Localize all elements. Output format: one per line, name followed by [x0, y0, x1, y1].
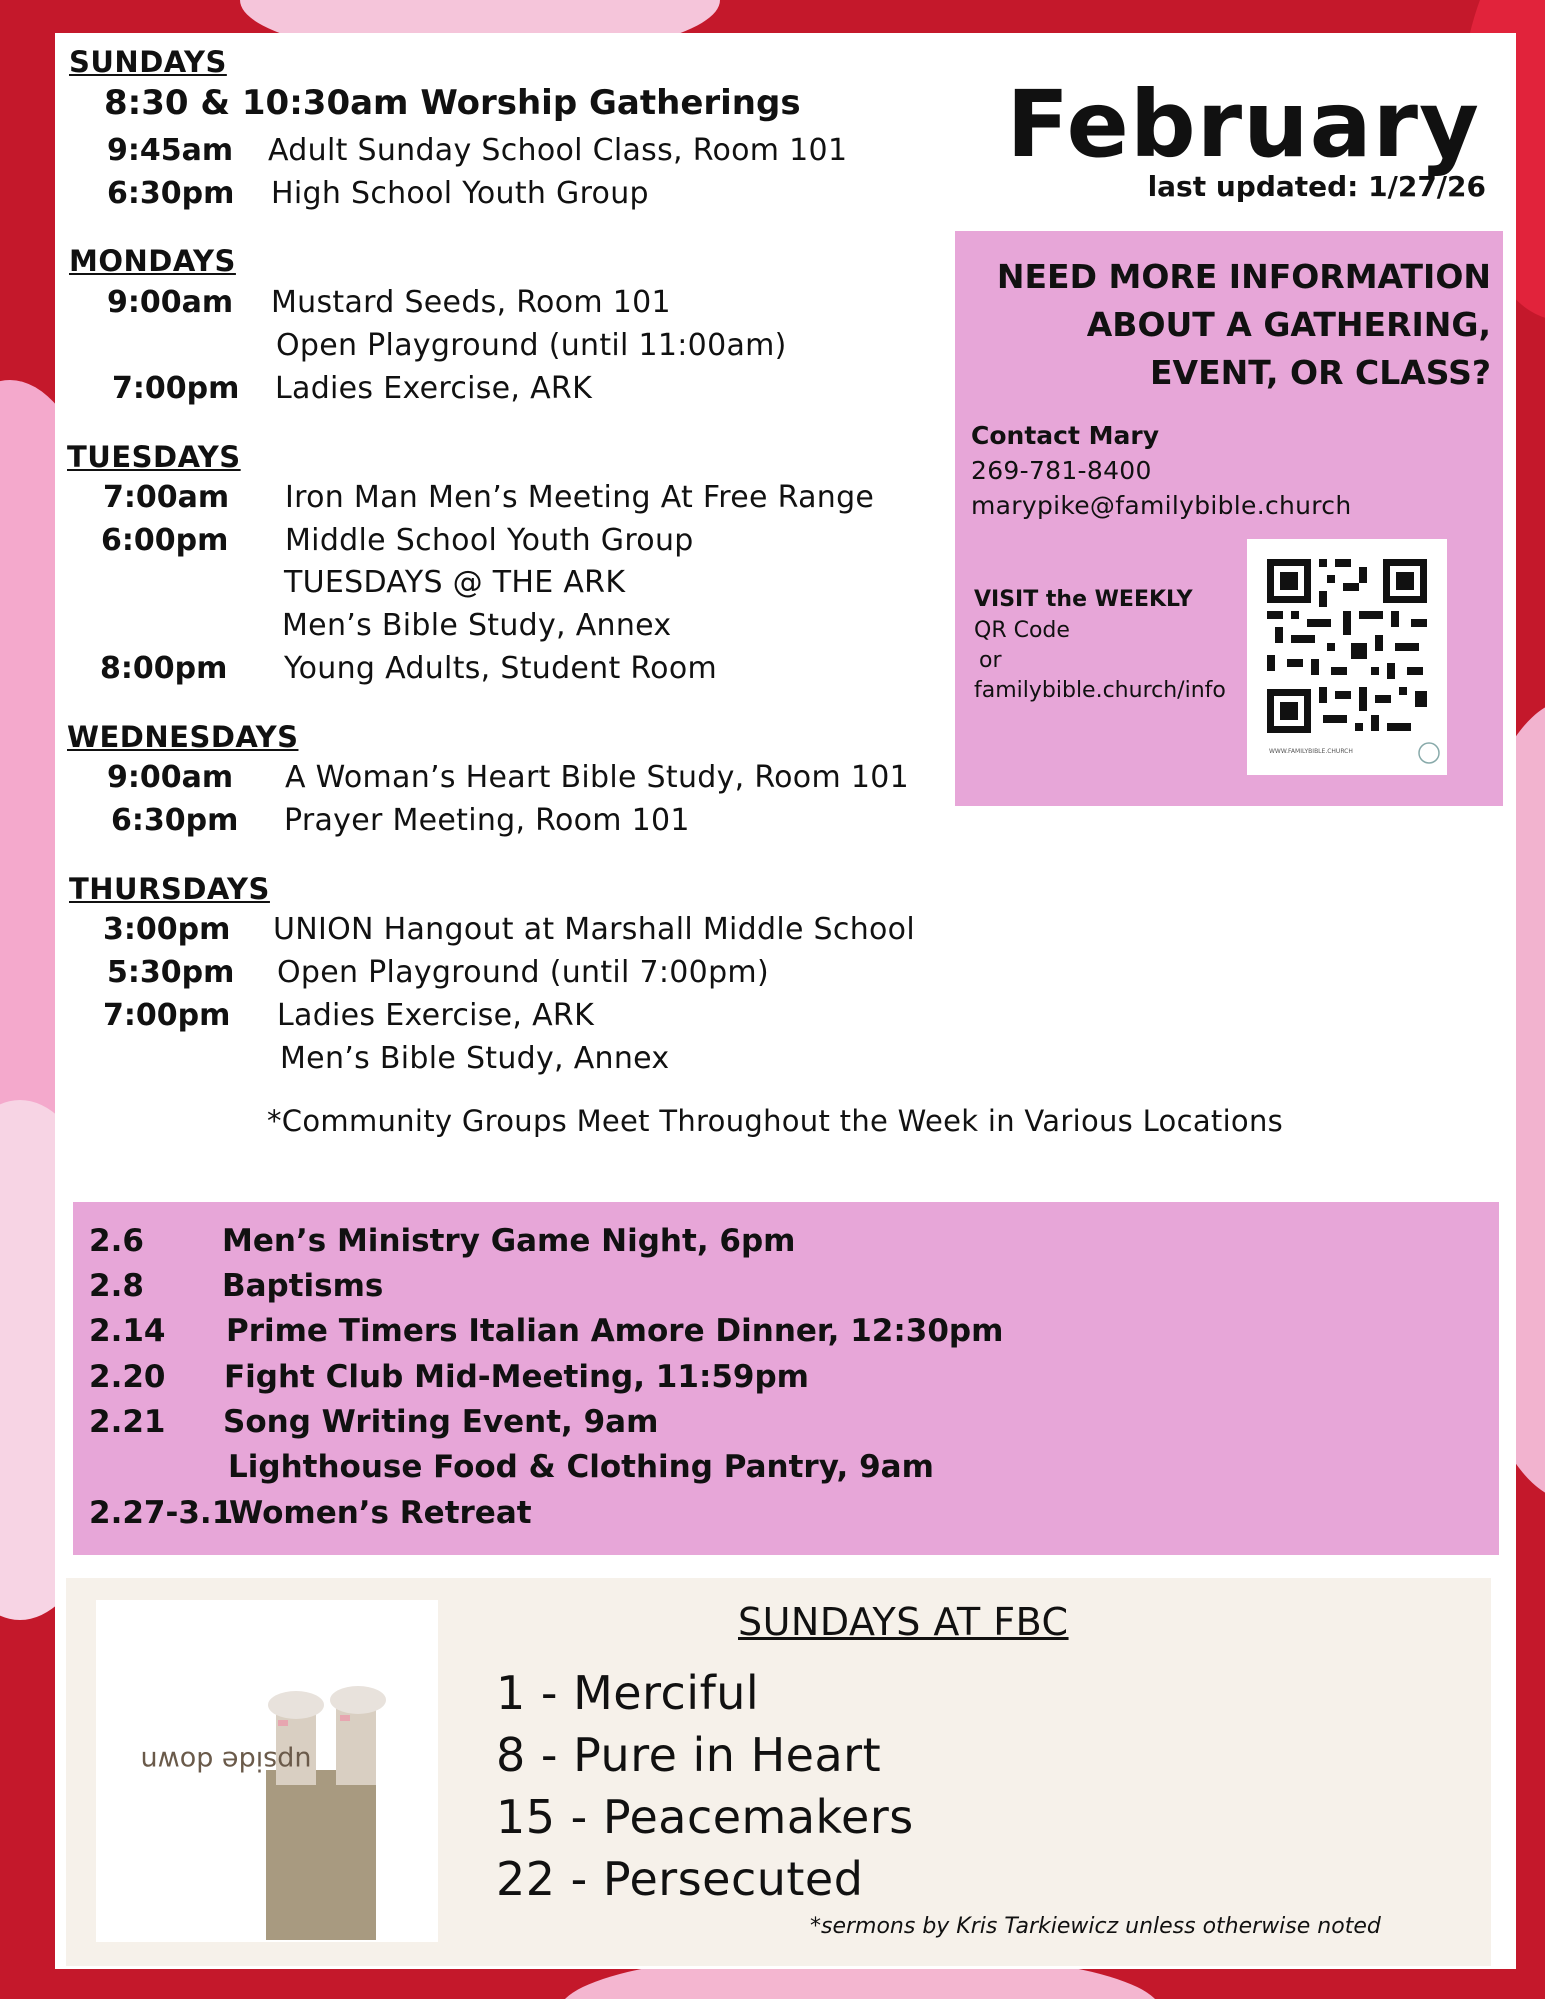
event-title: Song Writing Event, 9am	[223, 1404, 659, 1440]
event-time: 8:00pm	[100, 651, 228, 686]
tuesdays-heading: TUESDAYS	[67, 440, 241, 474]
event-title: Women’s Retreat	[229, 1495, 532, 1531]
qr-caption: WWW.FAMILYBIBLE.CHURCH	[1269, 748, 1353, 755]
info-question-line: NEED MORE INFORMATION	[996, 257, 1491, 296]
event-date: 2.20	[89, 1359, 166, 1395]
sundays-at-fbc-heading: SUNDAYS AT FBC	[738, 1600, 1069, 1644]
event-time: 6:30pm	[107, 176, 235, 211]
event-time: 6:30pm	[111, 803, 239, 838]
mondays-heading: MONDAYS	[69, 244, 236, 278]
event-name: High School Youth Group	[271, 176, 649, 211]
last-updated: last updated: 1/27/26	[1147, 170, 1486, 203]
event-name: UNION Hangout at Marshall Middle School	[273, 912, 915, 947]
event-time: 6:00pm	[101, 523, 229, 558]
event-name: Men’s Bible Study, Annex	[280, 1041, 670, 1076]
qr-code-icon	[1247, 539, 1447, 775]
event-date: 2.21	[89, 1404, 166, 1440]
info-question	[997, 253, 1491, 397]
thursdays-heading: THURSDAYS	[69, 872, 270, 906]
event-date: 2.27-3.1	[89, 1495, 234, 1531]
event-name: Adult Sunday School Class, Room 101	[268, 133, 848, 168]
event-date: 2.8	[89, 1268, 144, 1304]
info-url[interactable]: familybible.church/info	[974, 678, 1226, 703]
february-events-box	[73, 1202, 1499, 1555]
event-time: 7:00pm	[112, 371, 240, 406]
event-title: Prime Timers Italian Amore Dinner, 12:30pm	[226, 1313, 1004, 1349]
event-time: 9:00am	[107, 285, 234, 320]
community-groups-note: *Community Groups Meet Throughout the Week in Various Locations	[267, 1104, 1284, 1138]
contact-phone[interactable]: 269-781-8400	[971, 456, 1152, 485]
month-title: February	[1006, 71, 1480, 178]
wednesdays-heading: WEDNESDAYS	[67, 720, 299, 754]
event-time: 9:00am	[107, 760, 234, 795]
event-time: 7:00am	[103, 480, 230, 515]
event-name: Iron Man Men’s Meeting At Free Range	[285, 480, 875, 515]
event-date: 2.6	[89, 1223, 144, 1259]
sermon-note: *sermons by Kris Tarkiewicz unless otherwise noted	[810, 1914, 1381, 1939]
worship-gatherings: 8:30 & 10:30am Worship Gatherings	[104, 83, 801, 123]
event-name: Open Playground (until 11:00am)	[276, 328, 787, 363]
visit-line: QR Code	[974, 618, 1070, 643]
event-name: Prayer Meeting, Room 101	[284, 803, 690, 838]
series-art-text: upside down	[140, 1745, 312, 1776]
event-name: Men’s Bible Study, Annex	[282, 608, 672, 643]
event-time: 3:00pm	[103, 912, 231, 947]
event-name: Young Adults, Student Room	[284, 651, 718, 686]
contact-name: Contact Mary	[971, 421, 1159, 450]
event-title: Fight Club Mid-Meeting, 11:59pm	[224, 1359, 809, 1395]
event-time: 7:00pm	[103, 998, 231, 1033]
sermon-item: 1 - Merciful	[496, 1666, 760, 1720]
qr-code[interactable]	[1247, 539, 1447, 775]
info-question-line: ABOUT A GATHERING,	[1086, 305, 1491, 344]
contact-email[interactable]: marypike@familybible.church	[971, 491, 1352, 520]
sermon-item: 8 - Pure in Heart	[496, 1728, 882, 1782]
visit-weekly-title: VISIT the WEEKLY	[974, 587, 1193, 612]
event-name: Open Playground (until 7:00pm)	[277, 955, 769, 990]
event-name: Mustard Seeds, Room 101	[271, 285, 671, 320]
sundays-at-fbc-box	[66, 1578, 1491, 1966]
visit-line: or	[979, 648, 1002, 673]
event-title: Baptisms	[222, 1268, 384, 1304]
event-time: 5:30pm	[107, 955, 235, 990]
event-name: A Woman’s Heart Bible Study, Room 101	[285, 760, 909, 795]
info-box	[955, 231, 1503, 806]
event-name: Ladies Exercise, ARK	[275, 371, 593, 406]
sermon-item: 22 - Persecuted	[496, 1852, 864, 1906]
event-title: Lighthouse Food & Clothing Pantry, 9am	[228, 1449, 934, 1485]
sermon-series-artwork	[96, 1600, 438, 1942]
info-question-line: EVENT, OR CLASS?	[1149, 353, 1491, 392]
event-time: 9:45am	[107, 133, 234, 168]
event-date: 2.14	[89, 1313, 166, 1349]
event-name: TUESDAYS @ THE ARK	[284, 565, 626, 600]
sundays-heading: SUNDAYS	[69, 45, 227, 79]
event-name: Middle School Youth Group	[285, 523, 694, 558]
sermon-item: 15 - Peacemakers	[496, 1790, 914, 1844]
sermon-series-image	[96, 1600, 438, 1942]
event-name: Ladies Exercise, ARK	[277, 998, 595, 1033]
event-title: Men’s Ministry Game Night, 6pm	[222, 1223, 796, 1259]
